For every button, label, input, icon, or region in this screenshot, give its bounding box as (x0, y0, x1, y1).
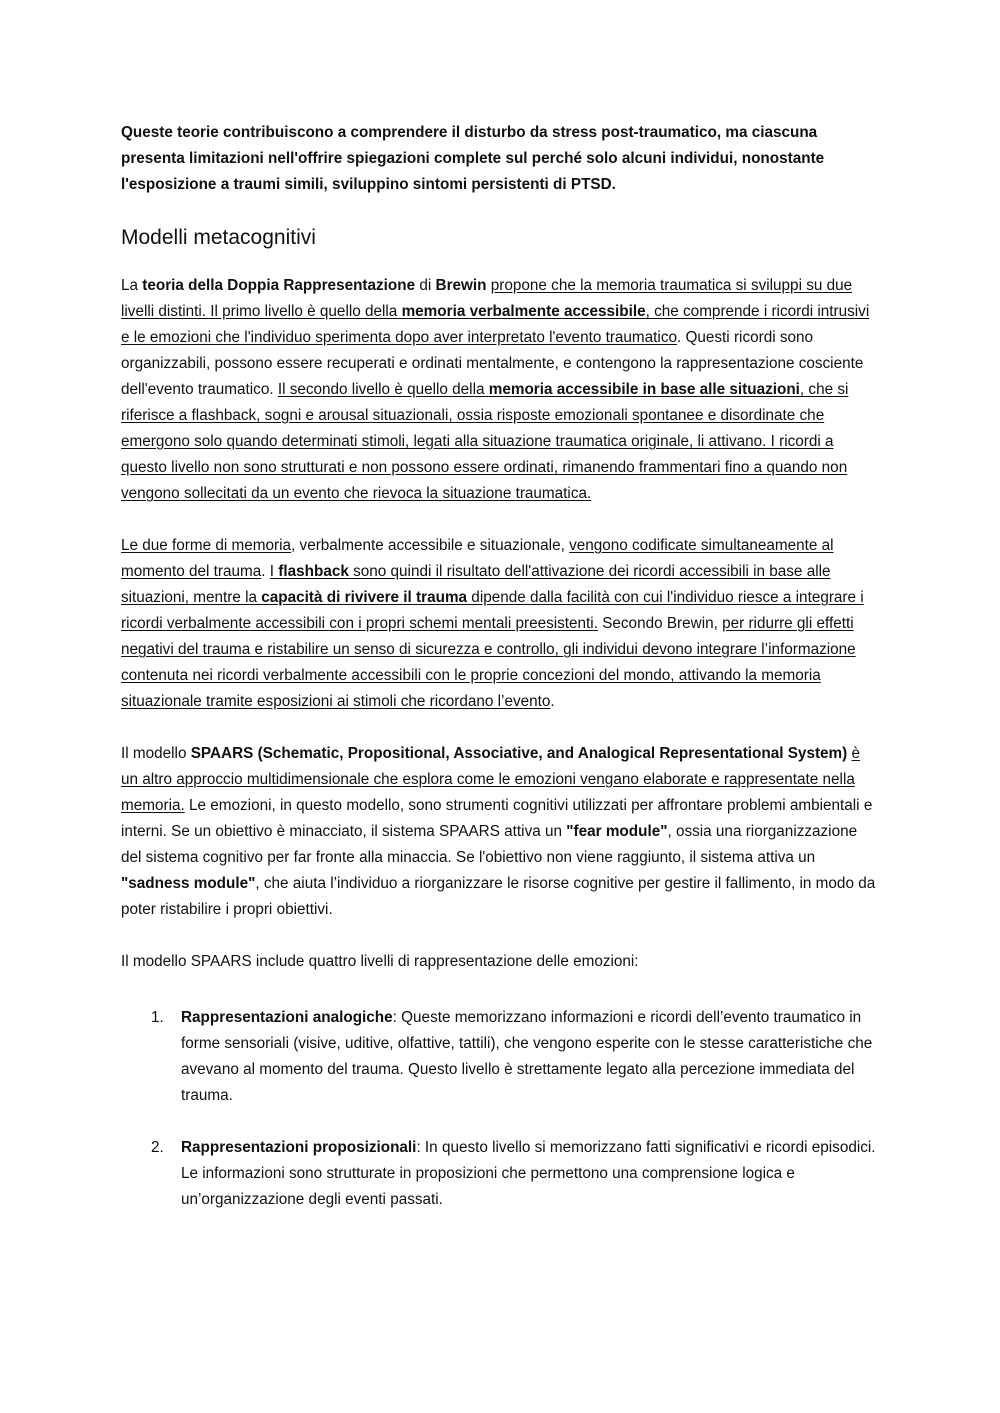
bold-underlined-run: memoria verbalmente accessibile (401, 303, 646, 320)
underlined-run: sono quindi il risultato dell'attivazione dei ricordi accessibili in base alle situazioni, mentre la (121, 563, 831, 606)
bold-run: "sadness module" (121, 875, 256, 892)
underlined-run: è un altro approccio multidimensionale che esplora come le emozioni vengano elaborate e rappresentate nella memoria. (121, 745, 861, 814)
page-content (121, 120, 878, 1239)
text-run: , ossia una riorganizzazione del sistema cognitivo per far fronte alla minaccia. Se l'obiettivo non viene raggiunto, il sistema attiva un (121, 823, 858, 866)
text-run: La (121, 277, 143, 294)
text-run: , verbalmente accessibile e situazionale, (291, 537, 570, 554)
bold-run: teoria della Doppia Rappresentazione (142, 277, 416, 294)
list-item-title: Rappresentazioni analogiche (181, 1009, 393, 1026)
list-item-text: : In questo livello si memorizzano fatti significativi e ricordi episodici. Le informazioni sono strutturate in proposizioni che permettono una comprensione logica e un’organizzazione degli eventi passati. (181, 1139, 876, 1208)
underlined-run: Le due forme di memoria (121, 537, 292, 554)
spaars-levels-intro: Il modello SPAARS include quattro livelli di rappresentazione delle emozioni: (121, 953, 639, 970)
bold-run: Brewin (435, 277, 487, 294)
representation-levels-list (121, 1005, 878, 1213)
list-number: 1. (151, 1009, 164, 1026)
underlined-run: propone che la memoria traumatica si sviluppi su due livelli distinti. Il primo livello è quello della (121, 277, 853, 320)
dual-representation-paragraph (121, 273, 878, 507)
underlined-run: I (269, 563, 279, 580)
underlined-run: vengono codificate simultaneamente al momento del trauma (121, 537, 834, 580)
intro-paragraph: Queste teorie contribuiscono a comprendere il disturbo da stress post-traumatico, ma ciascuna presenta limitazioni nell'offrire spiegazioni complete sul perché solo alcuni individui, nonostante l'esposizione a traumi simili, sviluppino sintomi persistenti di PTSD. (121, 124, 825, 193)
list-item-text: : Queste memorizzano informazioni e ricordi dell’evento traumatico in forme sensoriali (visive, uditive, olfattive, tattili), che vengono esperite con le stesse caratteristiche che avevano al momento del trauma. Questo livello è strettamente legato alla percezione immediata del trauma. (181, 1009, 873, 1104)
memory-forms-paragraph (121, 533, 878, 715)
list-item (121, 1135, 878, 1213)
text-run: . (550, 693, 555, 710)
bold-underlined-run: flashback (278, 563, 349, 580)
text-run: . (261, 563, 270, 580)
text-run: . Questi ricordi sono organizzabili, possono essere recuperati e ordinati mentalmente, e contengono la rappresentazione cosciente dell'evento traumatico. (121, 329, 864, 398)
underlined-run: Il secondo livello è quello della (277, 381, 489, 398)
underlined-run: dipende dalla facilità con cui l'individuo riesce a integrare i ricordi verbalmente accessibili con i propri schemi mentali preesistenti. (121, 589, 864, 632)
list-number: 2. (151, 1139, 164, 1156)
bold-run: "fear module" (566, 823, 668, 840)
section-heading: Modelli metacognitivi (121, 226, 316, 249)
underlined-run: , che si riferisce a flashback, sogni e arousal situazionali, ossia risposte emozionali spontanee e disordinate che emergono solo quando determinati stimoli, legati alla situazione traumatica originale, li attivano. I ricordi a questo livello non sono strutturati e non possono essere ordinati, rimanendo frammentari fino a quando non vengono sollecitati da un evento che rievoca la situazione traumatica. (121, 381, 849, 502)
text-run: di (415, 277, 436, 294)
list-item (121, 1005, 878, 1109)
bold-run: SPAARS (Schematic, Propositional, Associative, and Analogical Representational System) (190, 745, 848, 762)
bold-underlined-run: memoria accessibile in base alle situazioni (488, 381, 800, 398)
spaars-paragraph (121, 741, 878, 923)
bold-underlined-run: capacità di rivivere il trauma (261, 589, 468, 606)
text-run: Le emozioni, in questo modello, sono strumenti cognitivi utilizzati per affrontare problemi ambientali e interni. Se un obiettivo è minacciato, il sistema SPAARS attiva un (121, 797, 873, 840)
underlined-run: per ridurre gli effetti negativi del trauma e ristabilire un senso di sicurezza e controllo, gli individui devono integrare l’informazione contenuta nei ricordi verbalmente accessibili con le proprie concezioni del mondo, attivando la memoria situazionale tramite esposizioni ai stimoli che ricordano l’evento (121, 615, 856, 710)
text-run: Il modello (121, 745, 191, 762)
text-run: , che aiuta l’individuo a riorganizzare le risorse cognitive per gestire il fallimento, in modo da poter ristabilire i propri obiettivi. (121, 875, 876, 918)
list-item-title: Rappresentazioni proposizionali (181, 1139, 417, 1156)
underlined-run: , che comprende i ricordi intrusivi e le emozioni che l'individuo sperimenta dopo aver interpretato l'evento traumatico (121, 303, 870, 346)
text-run: Secondo Brewin, (597, 615, 723, 632)
